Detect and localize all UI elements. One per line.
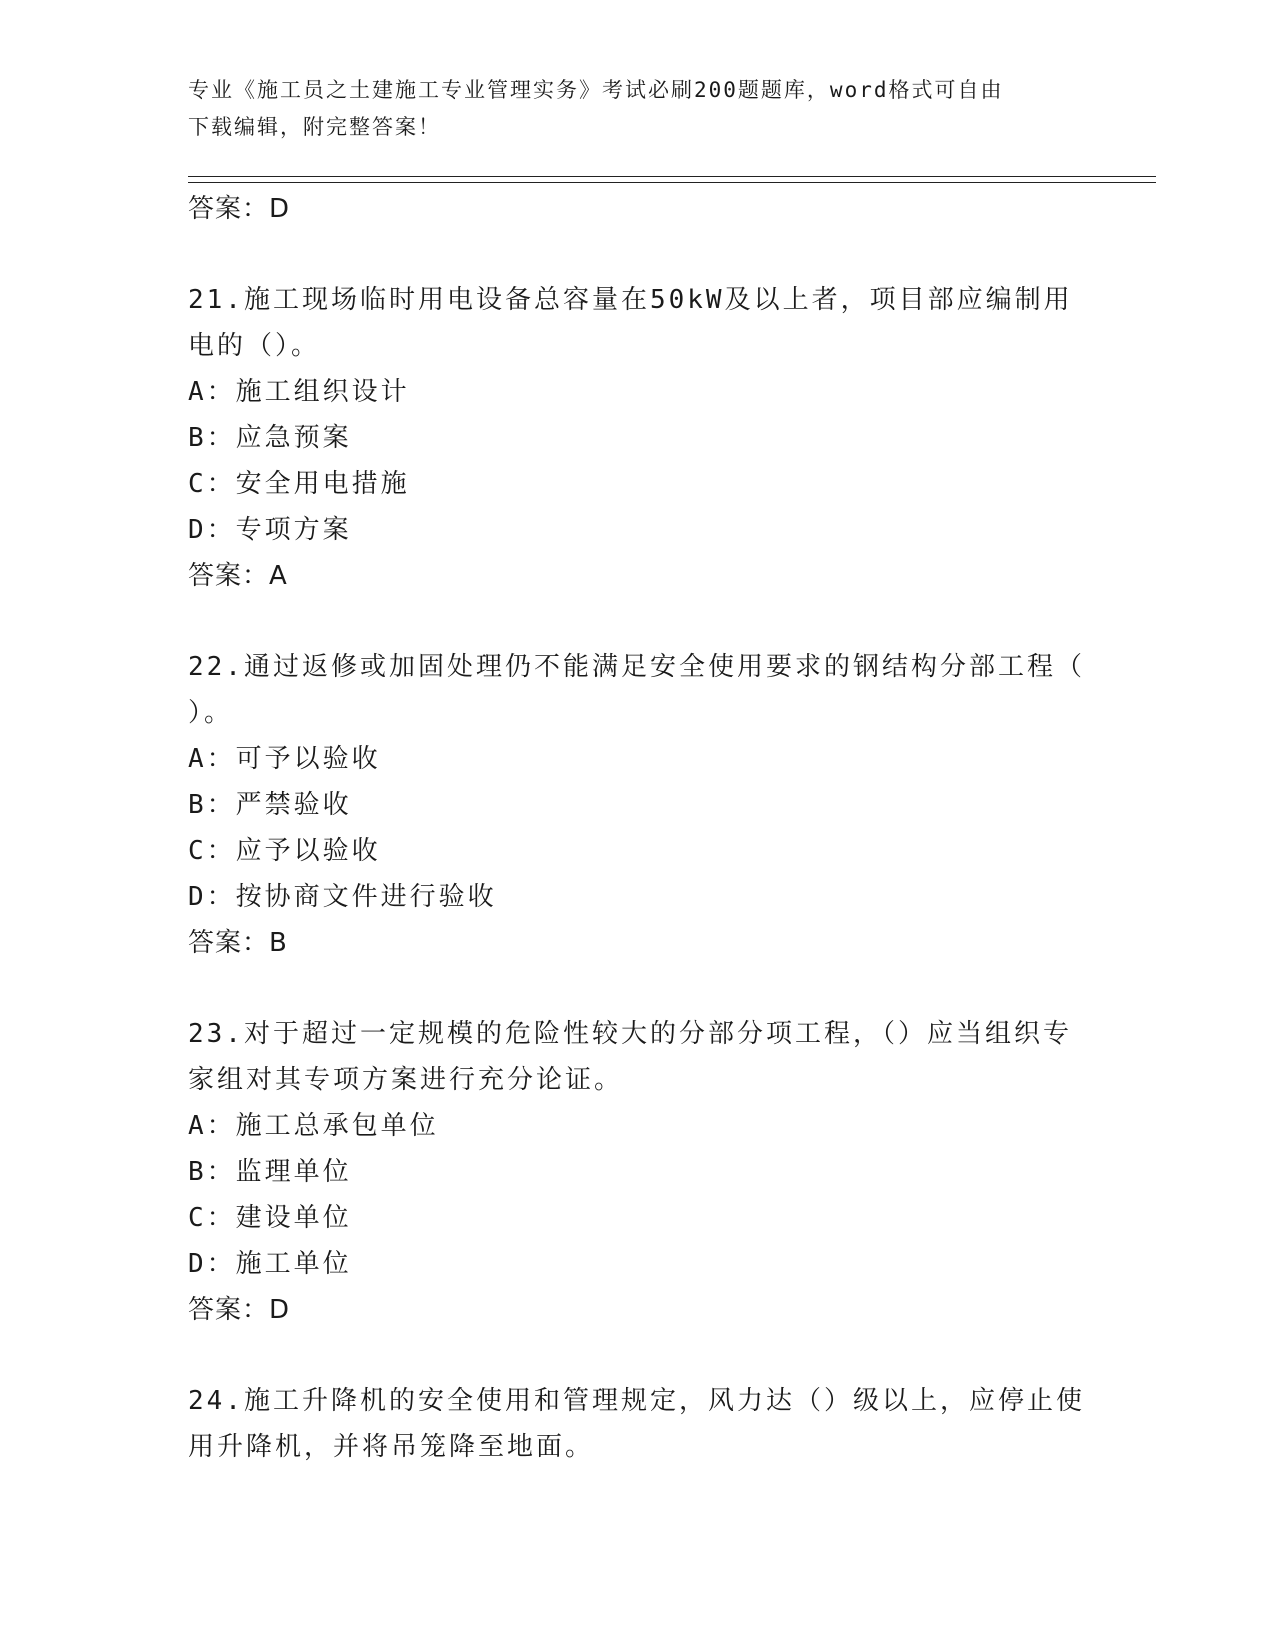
document-header bbox=[188, 72, 1068, 146]
option-b: B：监理单位 bbox=[188, 1157, 352, 1187]
header-rule-top bbox=[188, 176, 1156, 177]
question-stem bbox=[188, 1011, 1088, 1103]
option-a: A：可予以验收 bbox=[188, 744, 381, 774]
option-c: C：建设单位 bbox=[188, 1203, 352, 1233]
stem-line: 电的（）。 bbox=[188, 331, 321, 361]
stem-line: 22.通过返修或加固处理仍不能满足安全使用要求的钢结构分部工程（ bbox=[188, 652, 1085, 682]
question-23 bbox=[188, 1011, 1088, 1333]
stem-line: 用升降机，并将吊笼降至地面。 bbox=[188, 1432, 595, 1462]
document-body bbox=[188, 186, 1088, 1470]
question-21 bbox=[188, 277, 1088, 599]
option-d: D：专项方案 bbox=[188, 515, 352, 545]
option-a: A：施工组织设计 bbox=[188, 377, 410, 407]
stem-line: 24.施工升降机的安全使用和管理规定，风力达（）级以上，应停止使 bbox=[188, 1386, 1085, 1416]
answer: 答案：B bbox=[188, 928, 288, 958]
answer-previous: 答案：D bbox=[188, 194, 291, 224]
stem-line: 家组对其专项方案进行充分论证。 bbox=[188, 1065, 624, 1095]
header-line-2: 下载编辑，附完整答案！ bbox=[188, 115, 441, 139]
option-d: D：施工单位 bbox=[188, 1249, 352, 1279]
stem-line: 23.对于超过一定规模的危险性较大的分部分项工程，（）应当组织专 bbox=[188, 1019, 1072, 1049]
question-22 bbox=[188, 644, 1088, 966]
question-stem bbox=[188, 277, 1088, 369]
option-b: B：应急预案 bbox=[188, 423, 352, 453]
question-stem bbox=[188, 1378, 1088, 1470]
option-a: A：施工总承包单位 bbox=[188, 1111, 439, 1141]
question-24 bbox=[188, 1378, 1088, 1470]
stem-line: 21.施工现场临时用电设备总容量在50kW及以上者，项目部应编制用 bbox=[188, 285, 1073, 315]
header-rule-bottom bbox=[188, 182, 1156, 183]
answer: 答案：D bbox=[188, 1295, 291, 1325]
option-b: B：严禁验收 bbox=[188, 790, 352, 820]
answer: 答案：A bbox=[188, 561, 288, 591]
option-c: C：应予以验收 bbox=[188, 836, 381, 866]
question-stem bbox=[188, 644, 1088, 736]
option-d: D：按协商文件进行验收 bbox=[188, 882, 497, 912]
header-line-1: 专业《施工员之土建施工专业管理实务》考试必刷200题题库，word格式可自由 bbox=[188, 78, 1004, 102]
stem-line: ）。 bbox=[188, 698, 234, 728]
option-c: C：安全用电措施 bbox=[188, 469, 410, 499]
